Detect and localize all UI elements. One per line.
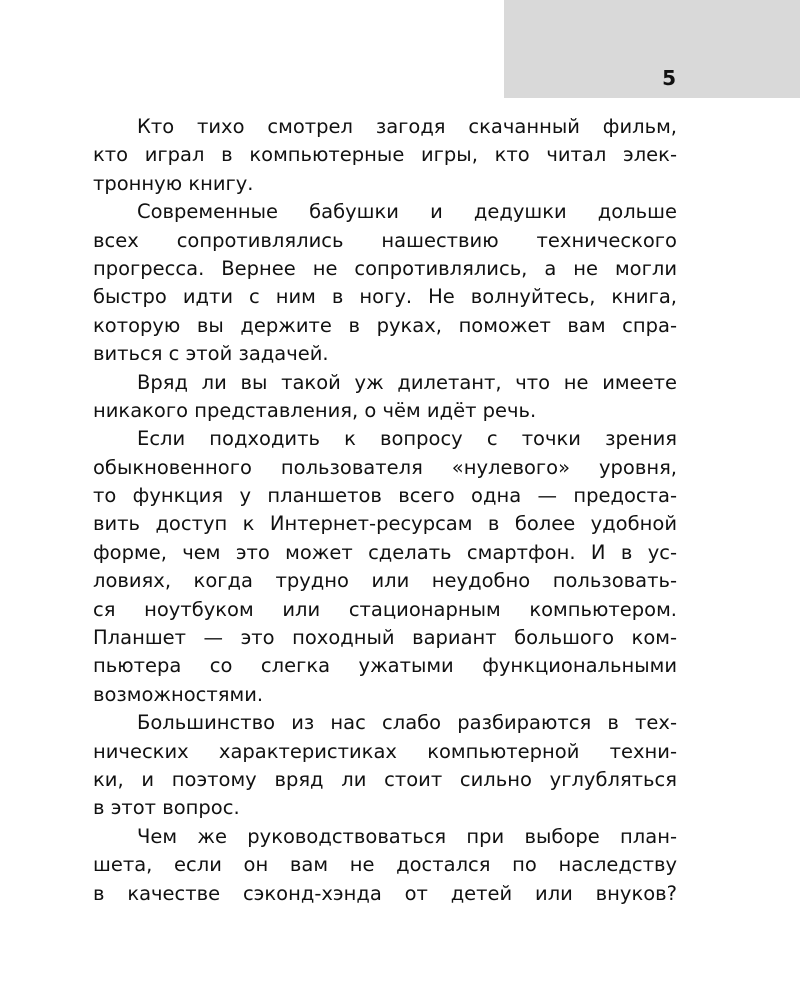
paragraph <box>93 113 677 198</box>
text-line: Вряд ли вы такой уж дилетант, что не имеете <box>137 370 677 394</box>
text-line: в этот вопрос. <box>93 796 240 820</box>
paragraph <box>93 823 677 908</box>
paragraph <box>93 425 677 709</box>
text-line: форме, чем это может сделать смартфон. И в ус- <box>93 540 677 564</box>
text-line: Кто тихо смотрел загодя скачанный фильм, <box>137 115 677 138</box>
text-line: тронную книгу. <box>93 171 254 195</box>
text-line: в качестве сэконд-хэнда от детей или внуков? <box>93 881 677 905</box>
paragraph <box>93 198 677 368</box>
text-line: которую вы держите в руках, поможет вам спра- <box>93 313 677 337</box>
text-line: прогресса. Вернее не сопротивлялись, а не могли <box>93 256 677 280</box>
text-line: Планшет — это походный вариант большого ком- <box>93 626 677 650</box>
text-line: Большинство из нас слабо разбираются в тех- <box>137 711 677 735</box>
text-line: шета, если он вам не достался по наследству <box>93 853 677 877</box>
body-text <box>93 113 677 908</box>
text-line: Если подходить к вопросу с точки зрения <box>137 427 677 451</box>
page-number: 5 <box>662 66 676 90</box>
paragraph <box>93 369 677 426</box>
text-line: никакого представления, о чём идёт речь. <box>93 398 537 422</box>
text-line: обыкновенного пользователя «нулевого» уровня, <box>93 455 677 479</box>
page-header-box <box>504 0 800 98</box>
text-line: всех сопротивлялись нашествию технического <box>93 228 677 252</box>
text-line: возможностями. <box>93 682 264 706</box>
text-line: быстро идти с ним в ногу. Не волнуйтесь, книга, <box>93 285 677 309</box>
text-line: вить доступ к Интернет-ресурсам в более удобной <box>93 512 677 536</box>
text-line: пьютера со слегка ужатыми функциональными <box>93 654 677 678</box>
text-line: ки, и поэтому вряд ли стоит сильно углубляться <box>93 767 677 791</box>
text-line: ся ноутбуком или стационарным компьютером. <box>93 597 677 621</box>
text-line: то функция у планшетов всего одна — предоста- <box>93 484 677 508</box>
text-line: Современные бабушки и дедушки дольше <box>137 200 677 224</box>
text-line: нических характеристиках компьютерной техни- <box>93 739 677 763</box>
text-line: ловиях, когда трудно или неудобно пользовать- <box>93 569 677 593</box>
text-line: кто играл в компьютерные игры, кто читал элек- <box>93 143 677 167</box>
text-line: Чем же руководствоваться при выборе план- <box>137 824 677 848</box>
paragraph <box>93 709 677 823</box>
text-line: виться с этой задачей. <box>93 342 329 366</box>
